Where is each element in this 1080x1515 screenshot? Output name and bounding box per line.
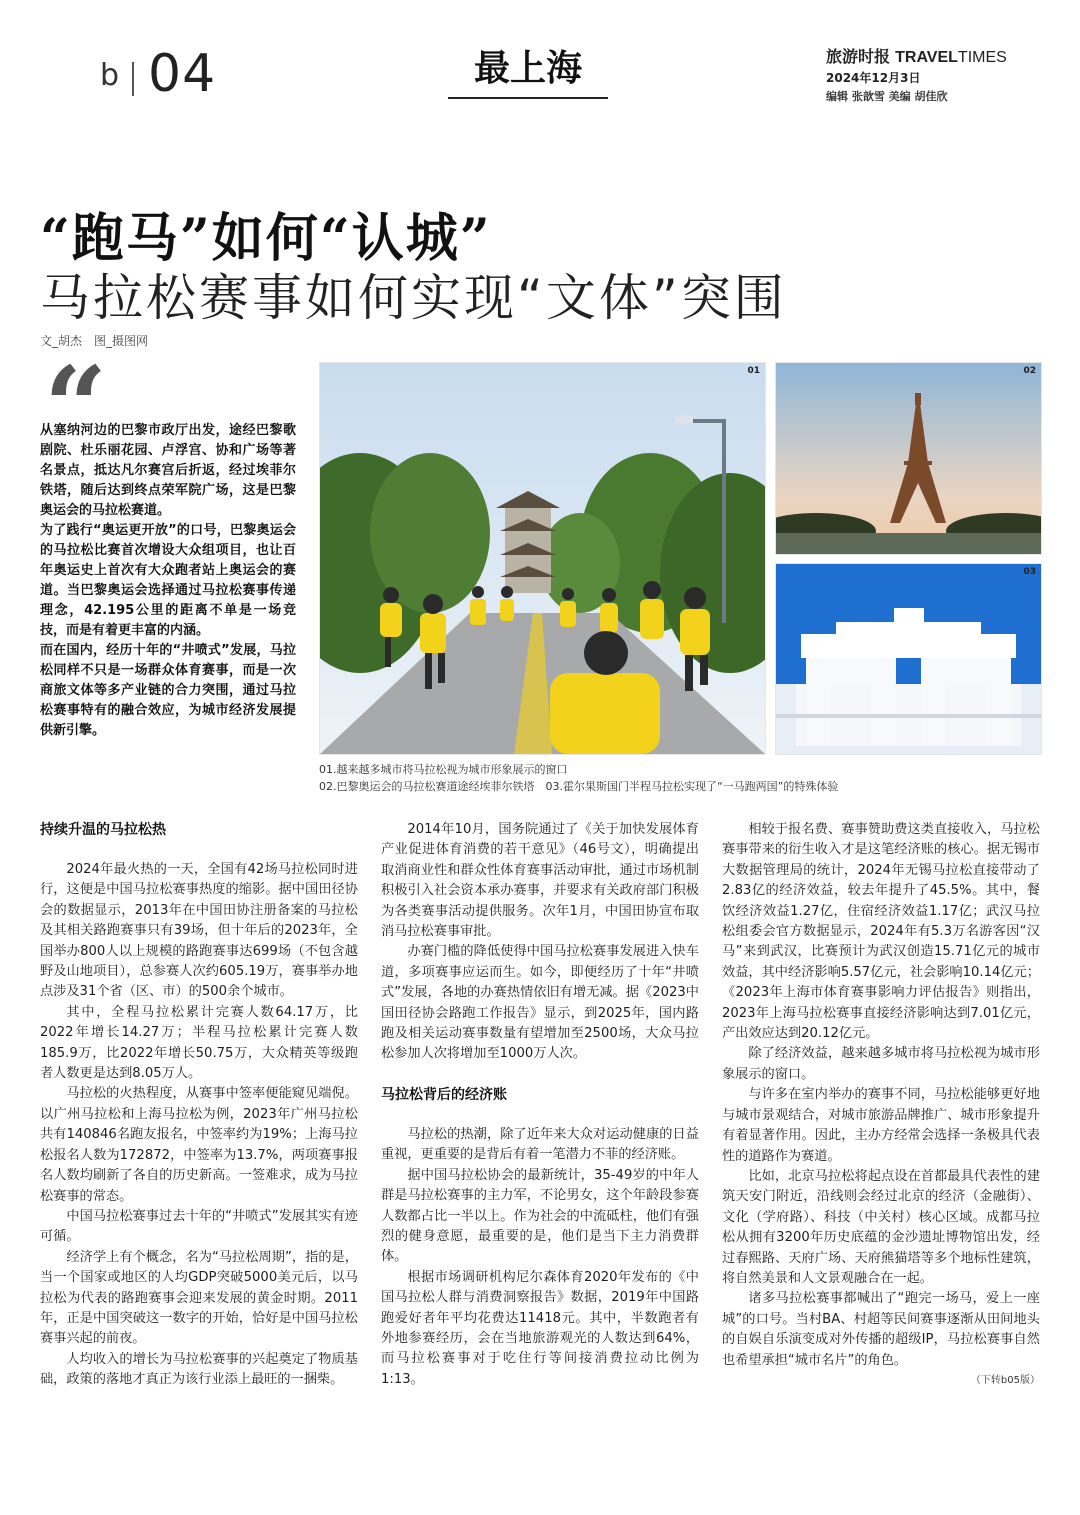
photo-khorgos-gate (775, 563, 1042, 755)
photo-caption: 01.越来越多城市将马拉松视为城市形象展示的窗口 (319, 763, 568, 776)
section-divider (132, 62, 134, 96)
article-column-3 (722, 820, 1040, 1391)
body-paragraph: 办赛门槛的降低使得中国马拉松赛事发展进入快车道，多项赛事应运而生。如今，即便经历了十年“井喷式”发展，各地的办赛热情依旧有增无减。据《2023中国田径协会路跑工作报告》显示，到2025年，国内路跑及相关运动赛事数量有望增加至2500场，大众马拉松参加人次将增加至1000万人次。 (381, 944, 699, 1062)
body-paragraph: 经济学上有个概念，名为“马拉松周期”，指的是，当一个国家或地区的人均GDP突破5000美元后，以马拉松为代表的路跑赛事会迎来发展的黄金时期。2011年，正是中国突破这一数字的开始，恰好是中国马拉松赛事兴起的前夜。 (40, 1249, 358, 1347)
body-paragraph: 中国马拉松赛事过去十年的“井喷式”发展其实有迹可循。 (40, 1208, 358, 1245)
intro-lead (40, 421, 296, 741)
body-paragraph: 相较于报名费、赛事赞助费这类直接收入，马拉松赛事带来的衍生收入才是这笔经济账的核心。据无锡市大数据管理局的统计，2024年无锡马拉松直接带动了2.83亿的经济效益，较去年提升了45.5%。其中，餐饮经济效益1.27亿，住宿经济效益1.17亿；武汉马拉松组委会官方数据显示，2024年有5.3万名游客因“汉马”来到武汉，比赛预计为武汉创造15.71亿元的城市效益，其中经济影响5.57亿元，社会影响10.14亿元；《2023年上海市体育赛事影响力评估报告》则指出，2023年上海马拉松赛事直接经济影响达到7.01亿元，产出效应达到20.12亿元。 (722, 822, 1040, 1042)
photo-label: 02 (1023, 366, 1036, 376)
section-letter: b (100, 58, 120, 93)
masthead-brand-en-bold: TRAVEL (895, 49, 958, 66)
section-heading: 马拉松背后的经济账 (381, 1086, 507, 1103)
masthead-brand-cn: 旅游时报 (826, 47, 891, 66)
continued-note: （下转b05版） (970, 1374, 1040, 1386)
section-heading: 持续升温的马拉松热 (40, 822, 166, 838)
masthead-brand-en: TIMES (957, 49, 1007, 66)
body-paragraph: 马拉松的火热程度，从赛事中签率便能窥见端倪。以广州马拉松和上海马拉松为例，2023年广州马拉松共有140846名跑友报名，中签率约为19%；上海马拉松报名人数为172872，中签率为13.7%，两项赛事报名人数均刷新了各自的历史新高。一签难求，成为马拉松赛事的常态。 (40, 1086, 358, 1204)
column-underline (448, 97, 608, 99)
headline-sub: 马拉松赛事如何实现“文体”突围 (40, 269, 787, 327)
body-paragraph: 除了经济效益，越来越多城市将马拉松视为城市形象展示的窗口。 (722, 1046, 1040, 1082)
body-paragraph: 诸多马拉松赛事都喊出了“跑完一场马，爱上一座城”的口号。当村BA、村超等民间赛事逐渐从田间地头的自娱自乐演变成对外传播的超级IP，马拉松赛事自然也希望承担“城市名片”的角色。 (722, 1291, 1040, 1368)
marathon-scene-illustration (320, 363, 765, 754)
article-column-2 (381, 820, 699, 1390)
body-paragraph: 2024年最火热的一天，全国有42场马拉松同时进行，这便是中国马拉松赛事热度的缩影。据中国田径协会的数据显示，2013年在中国田协注册备案的马拉松及其相关路跑赛事只有39场，但十年后的2023年，全国举办800人以上规模的路跑赛事达699场（不包含越野及山地项目），总参赛人次约605.19万，赛事举办地点涉及31个省（区、市）的500余个城市。 (40, 862, 358, 1000)
photo-label: 03 (1023, 567, 1036, 577)
body-paragraph: 比如，北京马拉松将起点设在首都最具代表性的建筑天安门附近，沿线则会经过北京的经济（金融街）、文化（学府路）、科技（中关村）核心区域。成都马拉松从拥有3200年历史底蕴的金沙遗址博物馆出发，经过春熙路、天府广场、天府熊猫塔等多个地标性建筑，将自然美景和人文景观融合在一起。 (722, 1168, 1040, 1286)
body-paragraph: 其中，全程马拉松累计完赛人数64.17万，比2022年增长14.27万；半程马拉松累计完赛人数185.9万，比2022年增长50.75万，大众精英等级跑者人数更是达到8.05万人。 (40, 1004, 358, 1082)
photo-eiffel-tower (775, 362, 1042, 555)
byline: 文_胡杰 图_摄图网 (40, 334, 149, 348)
photo-label: 01 (747, 366, 760, 376)
editors-credit: 编辑 张歆雪 美编 胡佳欣 (826, 90, 948, 103)
headline-main: “跑马”如何“认城” (40, 208, 492, 269)
body-paragraph: 与许多在室内举办的赛事不同，马拉松能够更好地与城市景观结合，对城市旅游品牌推广、城市形象提升有着显著作用。因此，主办方经常会选择一条极具代表性的道路作为赛道。 (722, 1087, 1040, 1164)
article-column-1 (40, 820, 358, 1391)
photo-marathon-runners (319, 362, 766, 755)
page-number: 04 (148, 44, 217, 104)
body-paragraph: 马拉松的热潮，除了近年来大众对运动健康的日益重视，更重要的是背后有着一笔潜力不菲的经济账。 (381, 1126, 699, 1163)
body-paragraph: 2014年10月，国务院通过了《关于加快发展体育产业促进体育消费的若干意见》（46号文），明确提出取消商业性和群众性体育赛事活动审批，通过市场机制积极引入社会资本承办赛事，并要求有关政府部门积极为各类赛事活动提供服务。次年1月，中国田协宣布取消马拉松赛事审批。 (381, 822, 699, 940)
body-paragraph: 据中国马拉松协会的最新统计，35-49岁的中年人群是马拉松赛事的主力军，不论男女，这个年龄段参赛人数都占比一半以上。作为社会的中流砥柱，他们有强烈的健身意愿，最重要的是，他们是当下主力消费群体。 (381, 1167, 699, 1265)
body-paragraph: 根据市场调研机构尼尔森体育2020年发布的《中国马拉松人群与消费洞察报告》数据，2019年中国路跑爱好者年平均花费达11418元。其中，半数跑者有外地参赛经历，会在当地旅游观光的人数达到64%，而马拉松赛事对于吃住行等间接消费拉动比例为1:13。 (381, 1269, 699, 1387)
eiffel-tower-illustration (776, 363, 1041, 554)
column-name: 最上海 (473, 47, 582, 89)
issue-date: 2024年12月3日 (826, 71, 921, 85)
masthead (826, 48, 1007, 106)
intro-paragraph: 从塞纳河边的巴黎市政厅出发，途经巴黎歌剧院、杜乐丽花园、卢浮宫、协和广场等著名景点，抵达凡尔赛宫后折返，经过埃菲尔铁塔，随后达到终点荣军院广场，这是巴黎奥运会的马拉松赛道。 (40, 423, 296, 518)
intro-paragraph: 为了践行“奥运更开放”的口号，巴黎奥运会的马拉松比赛首次增设大众组项目，也让百年奥运史上首次有大众跑者站上奥运会的赛道。当巴黎奥运会选择通过马拉松赛事传递理念，42.195公里的距离不单是一场竞技，而是有着更丰富的内涵。 (40, 523, 296, 638)
body-paragraph: 人均收入的增长为马拉松赛事的兴起奠定了物质基础，政策的落地才真正为该行业添上最旺的一捆柴。 (40, 1351, 358, 1388)
photo-caption: 02.巴黎奥运会的马拉松赛道途经埃菲尔铁塔 03.霍尔果斯国门半程马拉松实现了“一马跑两国”的特殊体验 (319, 780, 839, 793)
quote-mark-icon: “ (44, 342, 108, 471)
national-gate-illustration (776, 564, 1041, 754)
intro-paragraph: 而在国内，经历十年的“井喷式”发展，马拉松同样不只是一场群众体育赛事，而是一次商旅文体等多产业链的合力突围，通过马拉松赛事特有的融合效应，为城市经济发展提供新引擎。 (40, 643, 296, 738)
